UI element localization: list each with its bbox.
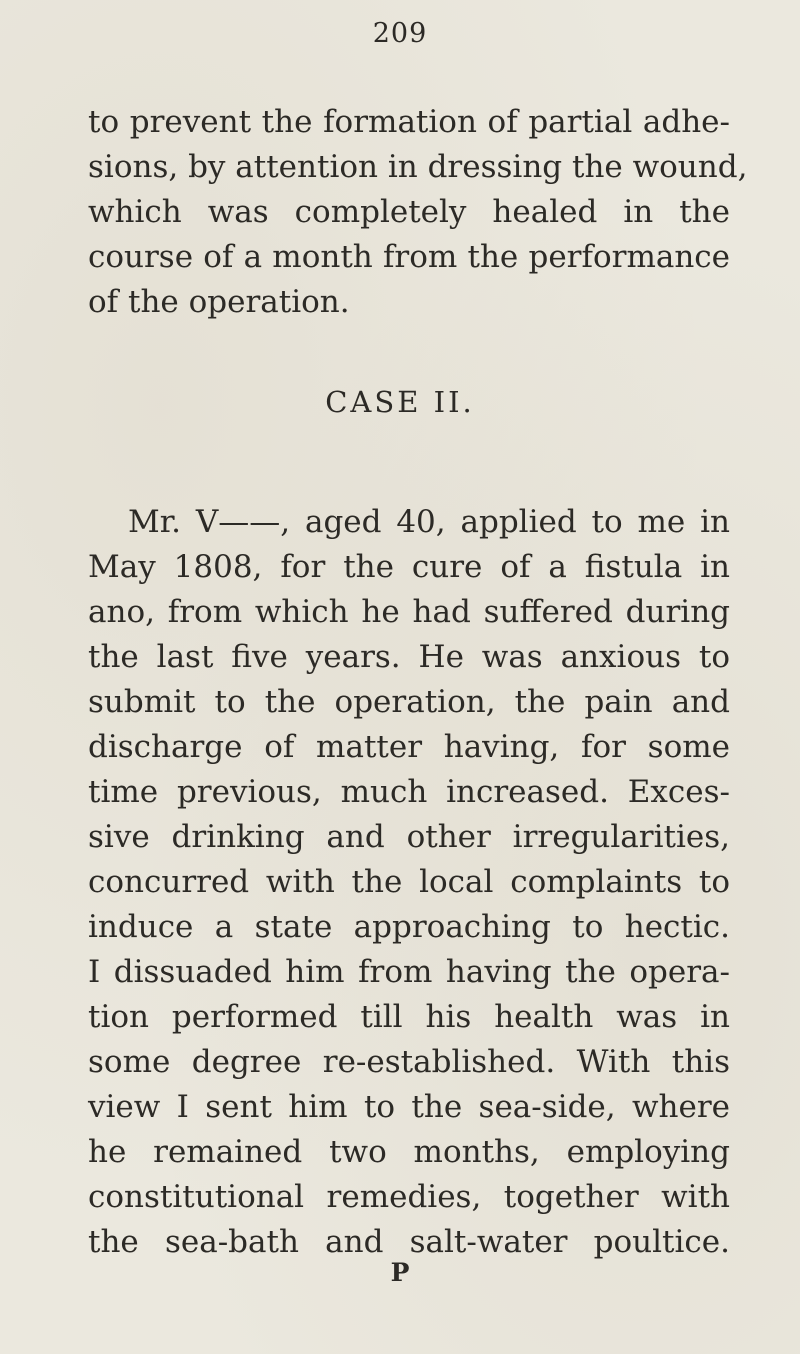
- text-line: the last five years. He was anxious to: [88, 639, 730, 675]
- text-line: course of a month from the performance: [88, 239, 730, 275]
- case-paragraph: [88, 500, 730, 1265]
- text-line: Mr. V——, aged 40, applied to me in: [128, 504, 730, 540]
- text-line: sions, by attention in dressing the wound,: [88, 149, 748, 185]
- text-line: May 1808, for the cure of a fistula in: [88, 549, 730, 585]
- text-line: tion performed till his health was in: [88, 999, 730, 1035]
- text-line: discharge of matter having, for some: [88, 729, 730, 765]
- text-line: submit to the operation, the pain and: [88, 684, 730, 720]
- page-number: 209: [372, 18, 428, 49]
- text-line: constitutional remedies, together with: [88, 1179, 730, 1215]
- text-line: which was completely healed in the: [88, 194, 730, 230]
- case-heading: CASE II.: [325, 385, 475, 419]
- text-line: induce a state approaching to hectic.: [88, 909, 730, 945]
- text-line: time previous, much increased. Exces-: [88, 774, 730, 810]
- signature-mark: P: [390, 1258, 410, 1287]
- text-line: some degree re-established. With this: [88, 1044, 730, 1080]
- text-line: to prevent the formation of partial adhe-: [88, 104, 730, 140]
- text-line: the sea-bath and salt-water poultice.: [88, 1224, 730, 1260]
- text-line: concurred with the local complaints to: [88, 864, 730, 900]
- text-line: he remained two months, employing: [88, 1134, 730, 1170]
- text-line: ano, from which he had suffered during: [88, 594, 730, 630]
- text-line: I dissuaded him from having the opera-: [88, 954, 730, 990]
- text-line: view I sent him to the sea-side, where: [88, 1089, 730, 1125]
- text-line: of the operation.: [88, 284, 350, 320]
- paragraph-continued: [88, 100, 748, 325]
- text-line: sive drinking and other irregularities,: [88, 819, 730, 855]
